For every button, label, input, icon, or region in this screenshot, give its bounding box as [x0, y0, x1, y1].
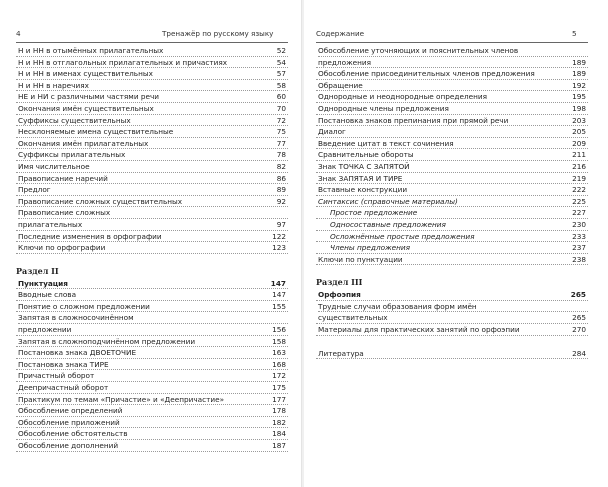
toc-entry-title: Запятая в сложносочинённом — [18, 312, 288, 324]
toc-entry-title-continued: предложении — [18, 325, 72, 335]
toc-entry-page: 75 — [276, 127, 286, 137]
toc-entry — [16, 68, 288, 80]
toc-entry — [16, 184, 288, 196]
toc-entry-title: Обособление определений — [18, 406, 123, 416]
toc-entry — [16, 394, 288, 406]
toc-entry-page: 72 — [276, 115, 286, 125]
toc-entry-title: Ключи по орфографии — [18, 243, 106, 253]
toc-entry-title: Окончания имён прилагательных — [18, 138, 149, 148]
toc-entry-page: 219 — [572, 173, 586, 183]
toc-entry — [316, 196, 588, 208]
toc-entry — [16, 382, 288, 394]
toc-entry-page: 238 — [572, 254, 586, 264]
toc-entry-title: Н и НН в отымённых прилагательных — [18, 46, 164, 55]
toc-entry-page: 237 — [572, 243, 586, 253]
toc-entry-title: Пунктуация — [18, 278, 68, 288]
toc-entry-title: Диалог — [318, 127, 346, 137]
toc-entry — [316, 242, 588, 254]
toc-entry-page: 233 — [572, 231, 586, 241]
toc-entry — [316, 80, 588, 92]
toc-entry-page: 178 — [272, 406, 286, 416]
toc-entry-page: 86 — [276, 173, 286, 183]
toc-entry-title: Обращение — [318, 80, 363, 90]
toc-entry — [16, 370, 288, 382]
toc-entry-page: 205 — [572, 127, 586, 137]
right-page-number: 5 — [572, 29, 577, 38]
toc-entry-title: Правописание наречий — [18, 173, 108, 183]
toc-entry — [16, 103, 288, 115]
toc-entry-title: Имя числительное — [18, 161, 90, 171]
toc-entry-title: Однородные и неоднородные определения — [318, 92, 488, 102]
toc-entry-title: Синтаксис (справочные материалы) — [318, 196, 458, 206]
toc-entry-title: Ключи по пунктуации — [318, 254, 403, 264]
right-page — [304, 0, 608, 487]
toc-entry-title: Н и НН в наречиях — [18, 80, 89, 90]
toc-entry-page: 209 — [572, 138, 586, 148]
toc-entry-page: 187 — [272, 441, 286, 450]
toc-entry-title: Простое предложение — [330, 208, 418, 218]
toc-entry-page: 82 — [276, 161, 286, 171]
toc-entry-page: 189 — [572, 69, 586, 79]
toc-entry-title: Правописание сложных — [18, 207, 288, 219]
toc-entry-title: Введение цитат в текст сочинения — [318, 138, 454, 148]
toc-entry — [16, 161, 288, 173]
toc-entry — [316, 103, 588, 115]
toc-entry-title: Правописание сложных существительных — [18, 196, 183, 206]
toc-entry-page: 89 — [276, 185, 286, 195]
toc-entry — [16, 207, 288, 230]
toc-entry — [16, 405, 288, 417]
toc-entry — [316, 219, 588, 231]
toc-entry-page: 122 — [272, 231, 286, 241]
toc-entry-page: 189 — [572, 57, 586, 67]
toc-entry-title: НЕ и НИ с различными частями речи — [18, 92, 160, 102]
toc-entry — [316, 207, 588, 219]
spacer — [316, 336, 588, 348]
toc-entry — [16, 138, 288, 150]
toc-entry-title: Понятие о сложном предложении — [18, 301, 150, 311]
toc-entry-page: 155 — [272, 301, 286, 311]
toc-entry-title: Н и НН в отглагольных прилагательных и причастиях — [18, 57, 228, 67]
toc-entry — [16, 242, 288, 254]
toc-entry-page: 163 — [272, 348, 286, 358]
toc-entry-title: Материалы для практических занятий по орфоэпии — [318, 325, 520, 335]
toc-entry-page: 195 — [572, 92, 586, 102]
toc-entry — [16, 57, 288, 69]
toc-entry — [316, 324, 588, 336]
toc-entry-title: Несклоняемые имена существительные — [18, 127, 174, 137]
section-title: Раздел III — [316, 277, 363, 288]
toc-section-heading — [16, 278, 288, 290]
toc-entry — [316, 173, 588, 185]
toc-entry-page: 177 — [272, 394, 286, 404]
toc-entry — [316, 91, 588, 103]
toc-entry-page: 192 — [572, 80, 586, 90]
toc-entry-title-continued: прилагательных — [18, 219, 83, 229]
toc-entry-page: 54 — [276, 57, 286, 67]
toc-entry-page: 198 — [572, 103, 586, 113]
toc-entry-title: Постановка знака ТИРЕ — [18, 359, 109, 369]
toc-entry-page: 123 — [272, 243, 286, 253]
toc-entry-page: 168 — [272, 359, 286, 369]
toc-entry — [16, 91, 288, 103]
toc-entry-title: Обособление присоединительных членов предложения — [318, 69, 535, 79]
toc-entry — [16, 115, 288, 127]
toc-entry — [16, 231, 288, 243]
toc-entry — [16, 45, 288, 57]
toc-entry-title: Предлог — [18, 185, 51, 195]
toc-entry-page: 230 — [572, 219, 586, 229]
toc-entry-page: 57 — [276, 69, 286, 79]
toc-entry-page: 158 — [272, 336, 286, 346]
toc-entry — [16, 336, 288, 348]
toc-entry — [16, 289, 288, 301]
toc-entry-title: Суффиксы прилагательных — [18, 150, 126, 160]
toc-literature — [316, 348, 588, 360]
toc-entry-title: Однородные члены предложения — [318, 103, 449, 113]
toc-entry-title: Последние изменения в орфографии — [18, 231, 162, 241]
toc-entry — [16, 440, 288, 452]
toc-entry-title: Постановка знаков препинания при прямой речи — [318, 115, 509, 125]
toc-entry — [316, 254, 588, 266]
toc-entry-page: 52 — [276, 46, 286, 55]
toc-entry-title: Обособление обстоятельств — [18, 429, 128, 439]
left-header-rule — [16, 42, 288, 43]
toc-section-heading — [316, 289, 588, 301]
toc-entry — [16, 149, 288, 161]
toc-entry-page: 265 — [572, 313, 586, 323]
toc-entry-page: 97 — [276, 219, 286, 229]
toc-entry-page: 77 — [276, 138, 286, 148]
toc-entry — [16, 80, 288, 92]
toc-entry-title: Односоставные предложения — [330, 219, 446, 229]
toc-entry — [316, 231, 588, 243]
toc-entry — [16, 126, 288, 138]
toc-entry-page: 227 — [572, 208, 586, 218]
toc-entry — [16, 312, 288, 335]
toc-entry-page: 222 — [572, 185, 586, 195]
toc-entry — [316, 115, 588, 127]
toc-entry-title: Запятая в сложноподчинённом предложении — [18, 336, 196, 346]
toc-entry-page: 175 — [272, 383, 286, 393]
toc-entry-title: Обособление уточняющих и пояснительных членов — [318, 45, 588, 57]
toc-entry-title: Члены предложения — [330, 243, 411, 253]
toc-entry-title: Вставные конструкции — [318, 185, 408, 195]
section-title: Раздел II — [16, 265, 59, 276]
toc-entry-title: Знак ЗАПЯТАЯ И ТИРЕ — [318, 173, 403, 183]
toc-entry-page: 60 — [276, 92, 286, 102]
toc-entry-title: Деепричастный оборот — [18, 383, 109, 393]
toc-entry-title: Окончания имён существительных — [18, 103, 154, 113]
left-toc — [16, 45, 288, 452]
toc-entry — [316, 149, 588, 161]
toc-entry — [16, 347, 288, 359]
toc-entry — [16, 428, 288, 440]
left-running-title: Тренажёр по русскому языку — [162, 29, 274, 38]
toc-entry-title-continued: предложения — [318, 57, 372, 67]
toc-entry-title: Знак ТОЧКА С ЗАПЯТОЙ — [318, 161, 410, 171]
toc-entry — [316, 301, 588, 324]
toc-entry — [316, 138, 588, 150]
right-header-rule — [316, 42, 588, 43]
toc-entry — [316, 68, 588, 80]
toc-entry-title: Практикум по темам «Причастие» и «Деепричастие» — [18, 394, 225, 404]
toc-entry-title: Осложнённые простые предложения — [330, 231, 475, 241]
toc-entry-page: 182 — [272, 417, 286, 427]
right-toc — [316, 45, 588, 359]
toc-entry-page: 70 — [276, 103, 286, 113]
toc-entry — [316, 184, 588, 196]
toc-entry — [16, 301, 288, 313]
toc-entry-page: 147 — [272, 290, 286, 300]
left-page-number: 4 — [16, 29, 21, 38]
toc-entry-title: Трудные случаи образования форм имён — [318, 301, 588, 313]
toc-entry-page: 270 — [572, 325, 586, 335]
toc-entry-title: Сравнительные обороты — [318, 150, 414, 160]
toc-entry — [16, 196, 288, 208]
toc-entry — [16, 417, 288, 429]
toc-entry-page: 147 — [270, 278, 286, 288]
toc-entry — [16, 359, 288, 371]
right-running-title: Содержание — [316, 29, 365, 38]
toc-entry-title: Постановка знака ДВОЕТОЧИЕ — [18, 348, 137, 358]
toc-entry-title: Литература — [318, 348, 364, 358]
toc-entry-page: 78 — [276, 150, 286, 160]
toc-entry-title: Вводные слова — [18, 290, 77, 300]
toc-entry-page: 216 — [572, 161, 586, 171]
toc-entry-title-continued: существительных — [318, 313, 388, 323]
toc-entry-page: 184 — [272, 429, 286, 439]
toc-entry — [316, 161, 588, 173]
toc-entry-title: Н и НН в именах существительных — [18, 69, 153, 79]
toc-entry-page: 172 — [272, 371, 286, 381]
toc-entry-page: 211 — [572, 150, 586, 160]
toc-entry-page: 92 — [276, 196, 286, 206]
left-page — [0, 0, 300, 487]
toc-entry — [16, 173, 288, 185]
toc-entry-title: Суффиксы существительных — [18, 115, 131, 125]
toc-entry — [316, 45, 588, 68]
toc-entry-page: 265 — [570, 290, 586, 300]
toc-entry-title: Обособление дополнений — [18, 441, 119, 450]
toc-entry-page: 203 — [572, 115, 586, 125]
toc-entry-page: 225 — [572, 196, 586, 206]
toc-entry-title: Обособление приложений — [18, 417, 120, 427]
toc-entry-page: 156 — [272, 325, 286, 335]
toc-entry — [316, 126, 588, 138]
toc-entry-title: Орфоэпия — [318, 290, 361, 300]
toc-entry-title: Причастный оборот — [18, 371, 95, 381]
toc-entry-page: 58 — [276, 80, 286, 90]
toc-entry-page: 284 — [572, 348, 586, 358]
